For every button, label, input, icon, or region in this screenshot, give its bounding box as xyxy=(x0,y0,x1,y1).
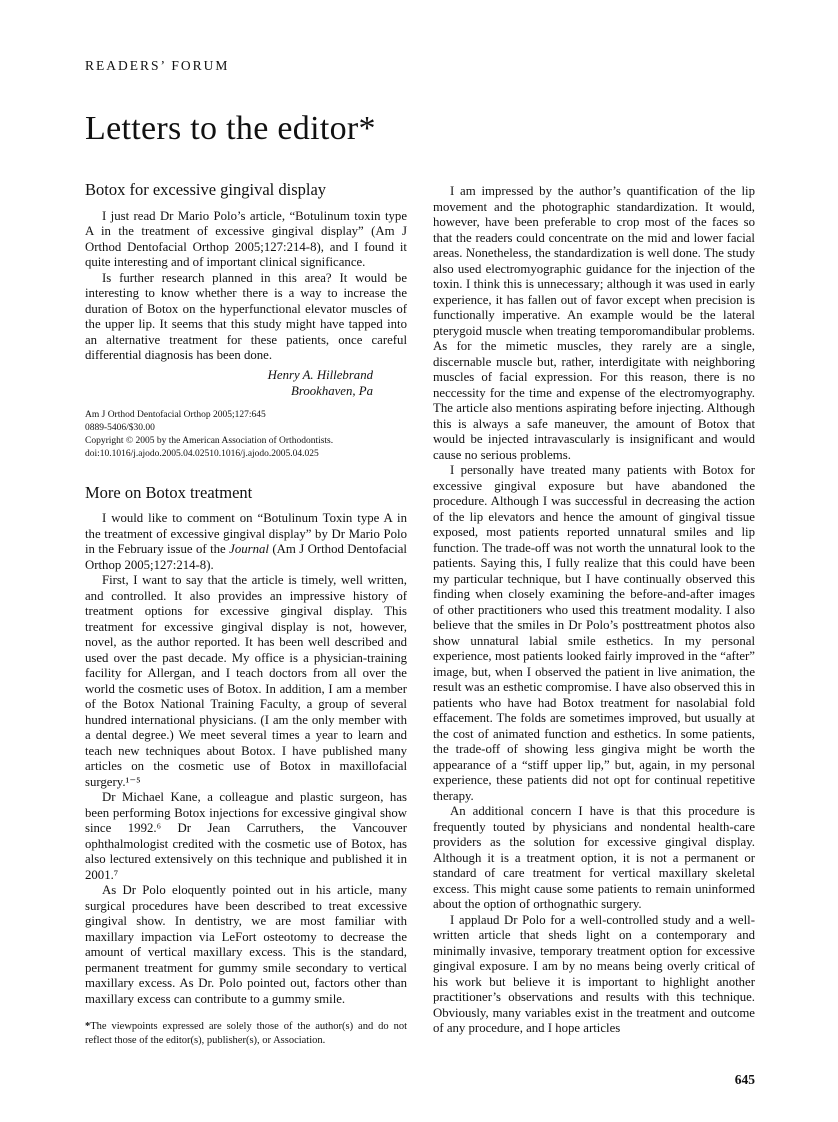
citation-issn-line: 0889-5406/$30.00 xyxy=(85,422,155,433)
page-number: 645 xyxy=(734,1072,755,1087)
page-footnote xyxy=(85,1020,407,1064)
section-kicker: READERS’ FORUM xyxy=(85,58,230,73)
right-column xyxy=(433,182,755,1064)
citation-copyright-line: Copyright © 2005 by the American Association of Orthodontists. xyxy=(85,435,334,446)
two-column-layout xyxy=(85,182,755,1064)
letter2-continuation-paragraph: I am impressed by the author’s quantification of the lip movement and the photographic standardization. It would, however, have been preferable to crop most of the faces so that the readers could concentrate on the mid and lower facial areas. Nonetheless, the standardization is well done. The study also used electromyographic guidance for the injection of the toxin. I think this is unnecessary; although it was used in early experience, it has fallen out of favor except when precision is functionally imperative. An example would be the lateral pterygoid muscle when treating temporomandibular problems. As for the mimetic muscles, they rarely are a single, discernable muscle but, rather, interdigitate with neighboring muscles of facial expression. For this reason, there is no neccessity for the time and expense of the electromyography. The article also mentions aspirating before injecting. Although this is always a safe maneuver, the amount of Botox that would be injected intravascularly is insignificant and would cause no serious problems. xyxy=(433,184,755,462)
journal-name-italic: Journal xyxy=(229,542,269,556)
signature-block xyxy=(85,367,407,399)
letter2-p1-pre: I would like to comment on “Botulinum Toxin type A in the treatment of excessive gingival display” by Dr Mario Polo in the February issue of the xyxy=(85,511,407,556)
letter2-paragraph: As Dr Polo eloquently pointed out in his article, many surgical procedures have been described to treat excessive gingival show. In dentistry, we are most familiar with maxillary impaction via LeFort osteotomy to decrease the amount of vertical maxillary excess. This is the standard, permanent treatment for gummy smile secondary to vertical maxillary excess. As Dr. Polo pointed out, factors other than maxillary excess can contribute to a gummy smile. xyxy=(85,883,407,1006)
signature-name: Henry A. Hillebrand xyxy=(267,367,373,382)
letter1-paragraph: I just read Dr Mario Polo’s article, “Botulinum toxin type A in the treatment of excessive gingival display” (Am J Orthod Dentofacial Orthop 2005;127:214-8), and I found it quite interesting and of important clinical significance. xyxy=(85,208,407,269)
signature-location: Brookhaven, Pa xyxy=(291,383,373,398)
letter2-continuation-paragraph: An additional concern I have is that this procedure is frequently touted by physicians and nondental health-care providers as the solution for excessive gingival display. Although it is a treatment option, it is not a permanent or standard of care treatment for vertical maxillary skeletal excess. This might cause some patients to remain uninformed about the option of orthognathic surgery. xyxy=(433,804,755,911)
footnote-marker: * xyxy=(85,1021,91,1032)
page-title: Letters to the editor* xyxy=(85,110,376,147)
letter2-continuation-paragraph: I personally have treated many patients with Botox for excessive gingival exposure but have abandoned the procedure. Although I was successful in decreasing the action of the lip elevators and hence the amount of gingival tissue exposed, most patients reported unnatural smiles and lip function. The trade-off was not worth the unnatural look to the patients. Saying this, I fully realize that this could have been my particular technique, but I have continually observed this finding when closely examining the before-and-after images of other practitioners who used this treatment modality. I also believe that the smiles in Dr Polo’s posttreatment photos also show unnatural labial smile esthetics. In my personal experience, most patients looked fairly improved in the “after” image, but, when I observed the patient in live animation, the result was an esthetic compromise. I have also observed this in patients who have had Botox treatment for nasolabial fold effacement. The folds are sometimes improved, but usually at the cost of animated function and esthetics. In some patients, the trade-off of showing less gingiva might be worth the appearance of a “stiff upper lip,” but, again, in my personal experience, these patients did not opt for continual repetitive therapy. xyxy=(433,463,755,803)
letter1-paragraph: Is further research planned in this area? It would be interesting to know whether there is a way to increase the duration of Botox on the hyperfunctional elevator muscles of the upper lip. It seems that this study might have tapped into an alternative treatment for these patients, once careful differential diagnosis has been done. xyxy=(85,270,407,362)
citation-block xyxy=(85,409,407,461)
citation-doi-line: doi:10.1016/j.ajodo.2005.04.02510.1016/j.ajodo.2005.04.025 xyxy=(85,448,319,459)
letter1-heading: Botox for excessive gingival display xyxy=(85,180,327,199)
letter2-paragraph: First, I want to say that the article is timely, well written, and controlled. It also provides an impressive history of treatment options for excessive gingival display. This treatment for excessive gingival display is not, however, novel, as the author reported. It has been well described and used over the past decade. My office is a physician-training facility for Allergan, and I teach doctors from all over the world the cosmetic uses of Botox. In addition, I am a member of the Botox National Training Faculty, a group of several hundred international physicians. (I am the only member with a dental degree.) We meet several times a year to learn and teach new techniques about Botox. I have published many articles on the cosmetic use of Botox in maxillofacial surgery.¹⁻⁵ xyxy=(85,573,407,789)
letter2-p1-post: (Am J Orthod Dentofacial Orthop 2005;127:214-8). xyxy=(85,542,407,572)
citation-journal-line: Am J Orthod Dentofacial Orthop 2005;127:645 xyxy=(85,409,266,420)
letter2-paragraph: Dr Michael Kane, a colleague and plastic surgeon, has been performing Botox injections for excessive gingival show since 1992.⁶ Dr Jean Carruthers, the Vancouver ophthalmologist credited with the cosmetic use of Botox, has also lectured extensively on this technique and published it in 2001.⁷ xyxy=(85,790,407,882)
footnote-text: The viewpoints expressed are solely those of the author(s) and do not reflect those of the editor(s), publisher(s), or Association. xyxy=(85,1021,407,1046)
letter2-heading: More on Botox treatment xyxy=(85,482,253,502)
left-column xyxy=(85,182,407,1064)
letter2-paragraph xyxy=(85,511,407,573)
letter2-continuation-paragraph: I applaud Dr Polo for a well-controlled study and a well-written article that sheds light on a contemporary and minimally invasive, temporary treatment option for excessive gingival exposure. I am by no means being overly critical of his work but believe it is important to highlight another practitioner’s observations and results with this technique. Obviously, many variables exist in the treatment and outcome of any procedure, and I hope articles xyxy=(433,912,755,1035)
